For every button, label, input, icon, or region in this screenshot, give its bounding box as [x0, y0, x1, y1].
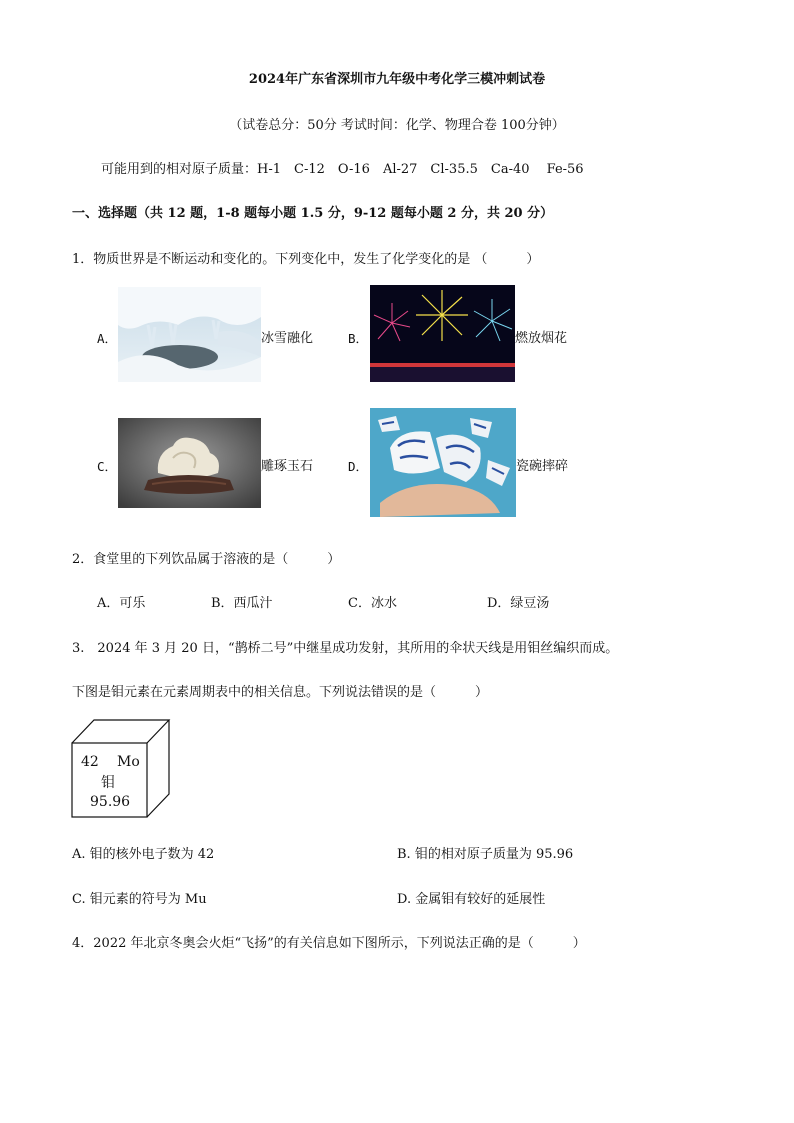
exam-info: （试卷总分：50分 考试时间：化学、物理合卷 100分钟）	[229, 118, 565, 133]
q1-option-b-letter[interactable]: B．	[348, 331, 369, 346]
element-symbol: Mo	[117, 754, 140, 770]
element-atomic-number: 42	[81, 754, 99, 770]
q3-option-d[interactable]: D. 金属钼有较好的延展性	[397, 892, 546, 907]
q2-option-d[interactable]: D．绿豆汤	[487, 596, 550, 611]
q2-option-c[interactable]: C．冰水	[348, 596, 397, 611]
q1-option-a-letter[interactable]: A．	[97, 331, 118, 346]
element-name: 钼	[101, 775, 115, 791]
q3-option-a[interactable]: A. 钼的核外电子数为 42	[72, 847, 215, 862]
question-4-stem: 4．2022 年北京冬奥会火炬“飞扬”的有关信息如下图所示，下列说法正确的是（ ）	[72, 936, 586, 951]
question-3-stem-line2: 下图是钼元素在元素周期表中的相关信息。下列说法错误的是（ ）	[72, 685, 489, 700]
q3-option-c[interactable]: C. 钼元素的符号为 Mu	[72, 892, 207, 907]
section-heading: 一、选择题（共 12 题，1-8 题每小题 1.5 分，9-12 题每小题 2 分，共 20 分）	[72, 206, 554, 221]
q1-option-b-text: 燃放烟花	[515, 331, 568, 346]
q2-option-a[interactable]: A．可乐	[97, 596, 146, 611]
broken-bowl-image	[370, 408, 516, 517]
question-3-stem-line1: 3. 2024 年 3 月 20 日，“鹊桥二号”中继星成功发射，其所用的伞状天线是用钼丝编织而成。	[72, 641, 619, 656]
carved-jade-image	[118, 418, 261, 508]
q1-option-a-text: 冰雪融化	[261, 331, 314, 346]
question-2-stem: 2．食堂里的下列饮品属于溶液的是（ ）	[72, 552, 341, 567]
element-atomic-mass: 95.96	[90, 794, 131, 810]
fireworks-image	[370, 285, 515, 382]
q1-option-c-letter[interactable]: C．	[97, 459, 118, 474]
q1-option-c-text: 雕琢玉石	[261, 459, 314, 474]
q2-option-b[interactable]: B．西瓜汁	[211, 596, 273, 611]
q1-option-d-letter[interactable]: D．	[348, 459, 369, 474]
q3-option-b[interactable]: B. 钼的相对原子质量为 95.96	[397, 847, 574, 862]
question-1-stem: 1．物质世界是不断运动和变化的。下列变化中，发生了化学变化的是 （ ）	[72, 252, 540, 267]
atomic-masses: 可能用到的相对原子质量：H-1 C-12 O-16 Al-27 Cl-35.5 Ca-40 Fe-56	[101, 162, 584, 177]
page-title: 2024年广东省深圳市九年级中考化学三模冲刺试卷	[248, 72, 546, 87]
q1-option-d-text: 瓷碗摔碎	[516, 459, 569, 474]
ice-melting-image	[118, 287, 261, 382]
